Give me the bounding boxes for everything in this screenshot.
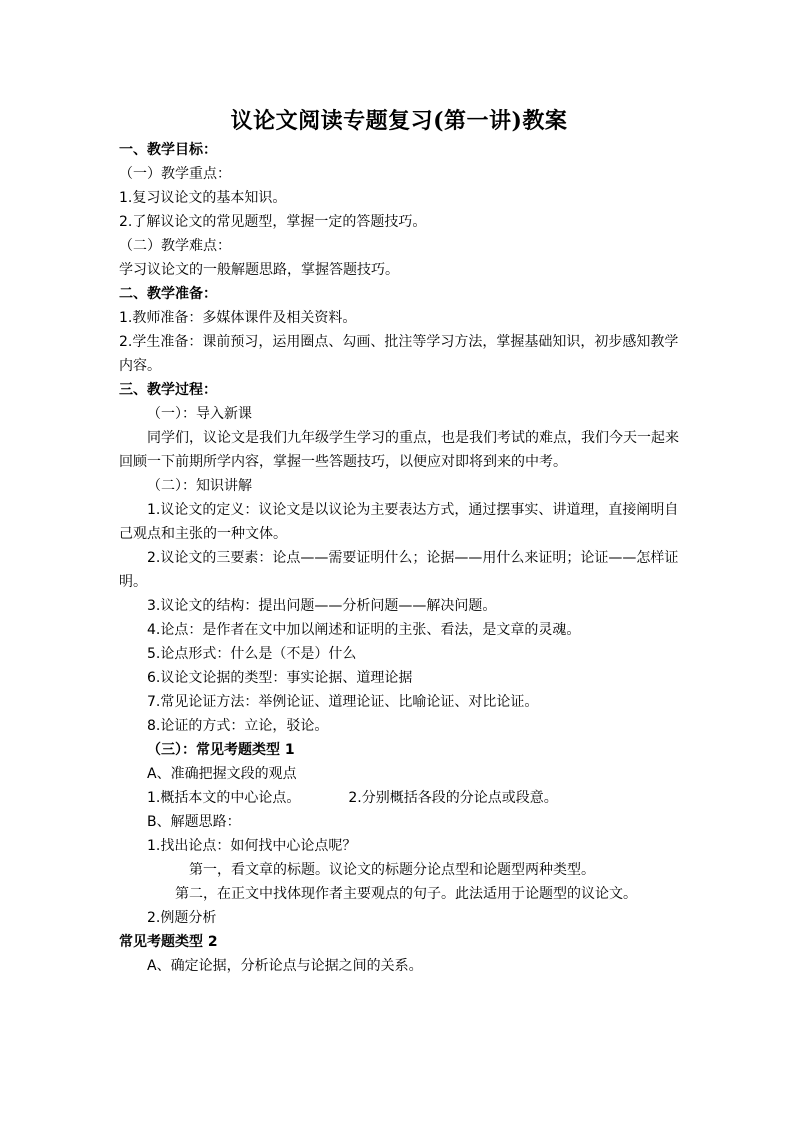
section-heading: 一、教学目标： [119,142,217,158]
text-line: 2.了解议论文的常见题型，掌握一定的答题技巧。 [119,214,427,230]
section-heading: 三、教学过程： [119,382,217,398]
subheading: （二）教学难点： [119,238,231,254]
text-line: A、确定论据，分析论点与论据之间的关系。 [147,958,423,974]
section-heading: 二、教学准备： [119,286,217,302]
subheading: （二）：知识讲解 [147,478,252,494]
document-page [119,104,679,978]
text-paragraph: 1.议论文的定义：议论文是以议论为主要表达方式，通过摆事实、讲道理，直接阐明自己观点和主张的一种文体。 [119,502,679,542]
question-2: 2.分别概括各段的分论点或段意。 [348,790,558,806]
text-line: 1.找出论点：如何找中心论点呢？ [147,838,357,854]
text-paragraph: 第二，在正文中找体现作者主要观点的句子。此法适用于论题型的议论文。 [175,886,637,902]
text-line: 8.论证的方式：立论，驳论。 [147,718,329,734]
text-line: 4.论点：是作者在文中加以阐述和证明的主张、看法，是文章的灵魂。 [147,622,581,638]
text-line: 2.例题分析 [147,910,217,926]
text-line: 5.论点形式：什么是（不是）什么 [147,646,357,662]
text-line: 6.议论文论据的类型：事实论据、道理论据 [147,670,413,686]
text-line: 1.复习议论文的基本知识。 [119,190,287,206]
subheading: （一）：导入新课 [147,406,252,422]
text-line: A、准确把握文段的观点 [147,766,297,782]
text-line: 1.教师准备：多媒体课件及相关资料。 [119,310,357,326]
text-line: B、解题思路： [147,814,241,830]
text-line: 学习议论文的一般解题思路，掌握答题技巧。 [119,262,399,278]
text-line: 3.议论文的结构：提出问题——分析问题——解决问题。 [147,598,497,614]
question-1: 1.概括本文的中心论点。 [147,790,301,806]
text-paragraph: 2.学生准备：课前预习，运用圈点、勾画、批注等学习方法，掌握基础知识，初步感知教学内容。 [119,334,679,374]
subheading: （三）：常见考题类型 1 [147,742,295,758]
text-line: 第一，看文章的标题。议论文的标题分论点型和论题型两种类型。 [189,862,595,878]
text-line: 7.常见论证方法：举例论证、道理论证、比喻论证、对比论证。 [147,694,539,710]
text-paragraph: 2.议论文的三要素：论点——需要证明什么；论据——用什么来证明；论证——怎样证明。 [119,550,679,590]
subheading: （一）教学重点： [119,166,231,182]
section-heading: 常见考题类型 2 [119,934,218,950]
document-title: 议论文阅读专题复习(第一讲)教案 [230,108,568,134]
text-paragraph: 同学们，议论文是我们九年级学生学习的重点，也是我们考试的难点，我们今天一起来回顾一下前期所学内容，掌握一些答题技巧，以便应对即将到来的中考。 [119,430,679,470]
question-row [119,786,679,810]
